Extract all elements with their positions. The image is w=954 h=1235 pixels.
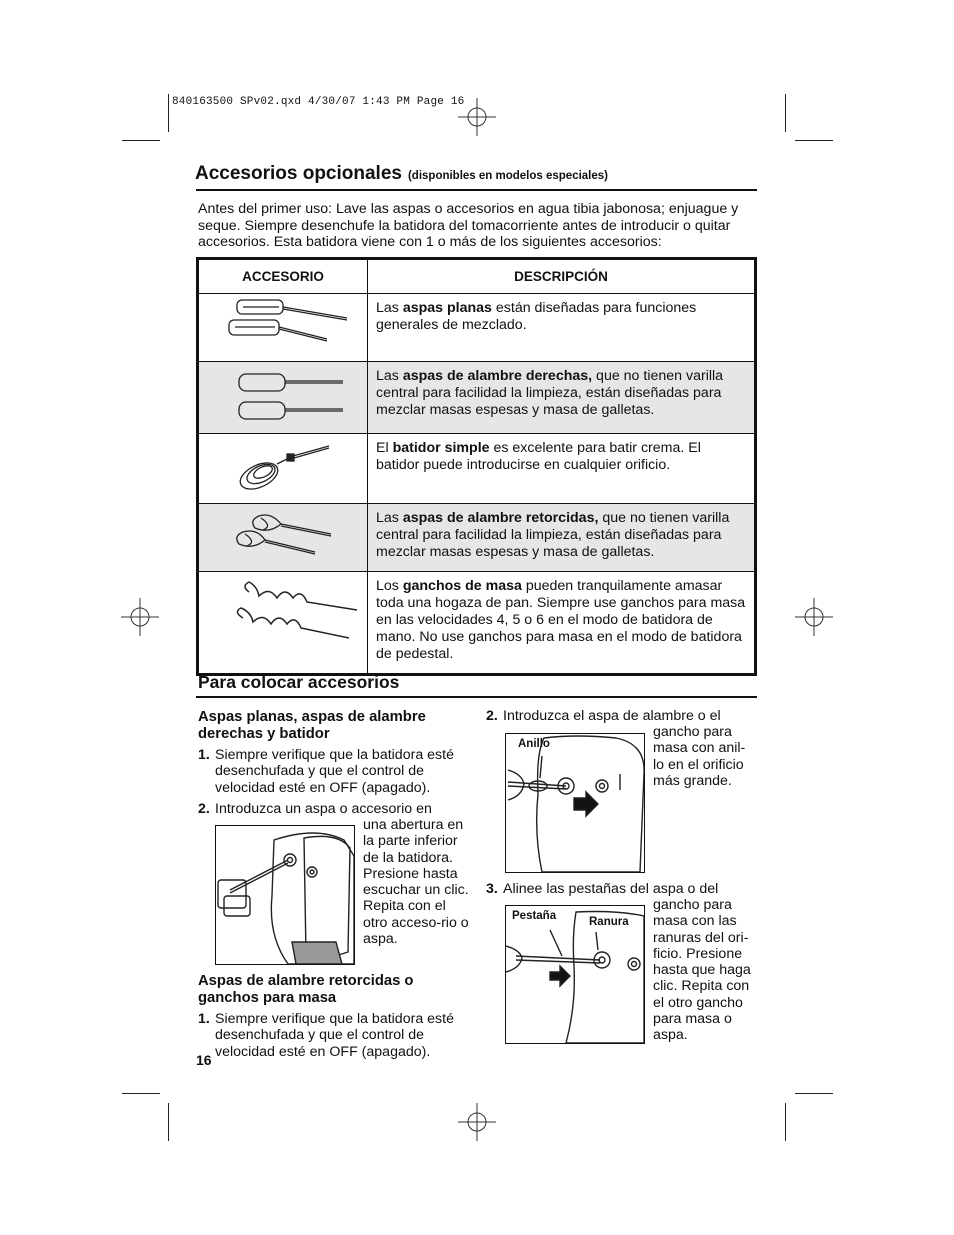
crop-mark [795,1093,833,1094]
table-row [198,362,756,434]
straight-wire-beaters-icon [199,362,365,428]
align-tabs-figure [505,905,645,1044]
crop-mark [795,140,833,141]
figure-label: Anillo [518,738,550,750]
table-row [198,294,756,362]
step-item-continued: una abertura en la parte inferior de la batidora. Presione hasta escuchar un clic. Repita con el otro acceso-rio o aspa. [363,817,469,948]
accessory-image-cell [198,294,368,362]
crop-mark [785,1103,786,1141]
dough-hooks-icon [199,572,365,668]
accessory-description: Las aspas planas están diseñadas para funciones generales de mezclado. [368,294,756,362]
step-item: 2. Introduzca el aspa de alambre o el [486,708,721,724]
crop-mark [122,1093,160,1094]
step-item: 1. Siempre verifique que la batidora esté desenchufada y que el control de velocidad esté en OFF (apagado). [198,747,454,796]
whisk-icon [199,434,365,498]
flat-beaters-icon [199,294,365,356]
step-item: 2. Introduzca un aspa o accesorio en [198,801,432,817]
registration-mark-icon [456,1101,498,1143]
figure-label: Ranura [589,916,629,928]
accessory-description: El batidor simple es excelente para batir crema. El batidor puede introducirse en cualquier orificio. [368,434,756,504]
table-row [198,504,756,572]
twisted-wire-beaters-icon [199,504,365,566]
table-row [198,572,756,675]
accessory-image-cell [198,572,368,675]
step-item: 3. Alinee las pestañas del aspa o del [486,881,719,897]
step-item-continued: gancho para masa con anil-lo en el orificio más grande. [653,724,746,789]
subheading: Aspas planas, aspas de alambre derechas y batidor [198,709,426,742]
registration-mark-icon [793,596,835,638]
crop-mark [168,1103,169,1141]
page-title [195,163,608,185]
step-item-continued: gancho para masa con las ranuras del ori-ficio. Presione hasta que haga clic. Repita con el otro gancho para masa o aspa. [653,897,751,1044]
accessory-description: Las aspas de alambre derechas, que no tienen varilla central para facilidad la limpieza, están diseñadas para mezclar masas espesas y masa de galletas. [368,362,756,434]
accessory-description: Los ganchos de masa pueden tranquilamente amasar toda una hogaza de pan. Siempre use ganchos para masa en las velocidades 4, 5 o 6 en el modo de batidora de mano. No use ganchos para masa en el modo de batidora de pedestal. [368,572,756,675]
accessory-image-cell [198,434,368,504]
title-rule [196,189,757,191]
crop-mark [122,140,160,141]
page-number: 16 [196,1052,212,1068]
col-description-header: DESCRIPCIÓN [368,259,756,294]
accessory-image-cell [198,504,368,572]
title-note: (disponibles en modelos especiales) [407,170,609,182]
section-title: Para colocar accesorios [198,672,400,692]
title-text: Accesorios opcionales [195,163,402,184]
insert-ring-figure [505,733,645,873]
intro-paragraph: Antes del primer uso: Lave las aspas o accesorios en agua tibia jabonosa; enjuague y seque. Siempre desenchufe la batidora del tomacorriente antes de introducir o quitar accesorios. Esta batidora viene con 1 o más de los siguientes accesorios: [198,201,739,250]
step-item: 1. Siempre verifique que la batidora esté desenchufada y que el control de velocidad esté en OFF (apagado). [198,1011,454,1060]
subheading: Aspas de alambre retorcidas o ganchos para masa [198,973,414,1006]
accessory-image-cell [198,362,368,434]
print-slug: 840163500 SPv02.qxd 4/30/07 1:43 PM Page 16 [172,96,465,108]
section-rule [196,696,757,698]
col-accessory-header: ACCESORIO [198,259,368,294]
registration-mark-icon [119,596,161,638]
accessories-table [196,257,757,676]
attach-beater-figure [215,825,355,965]
table-row [198,434,756,504]
accessory-description: Las aspas de alambre retorcidas, que no tienen varilla central para facilidad la limpieza, están diseñadas para mezclar masas espesas y masa de galletas. [368,504,756,572]
crop-mark [785,94,786,132]
crop-mark [168,94,169,132]
figure-label: Pestaña [512,910,557,922]
